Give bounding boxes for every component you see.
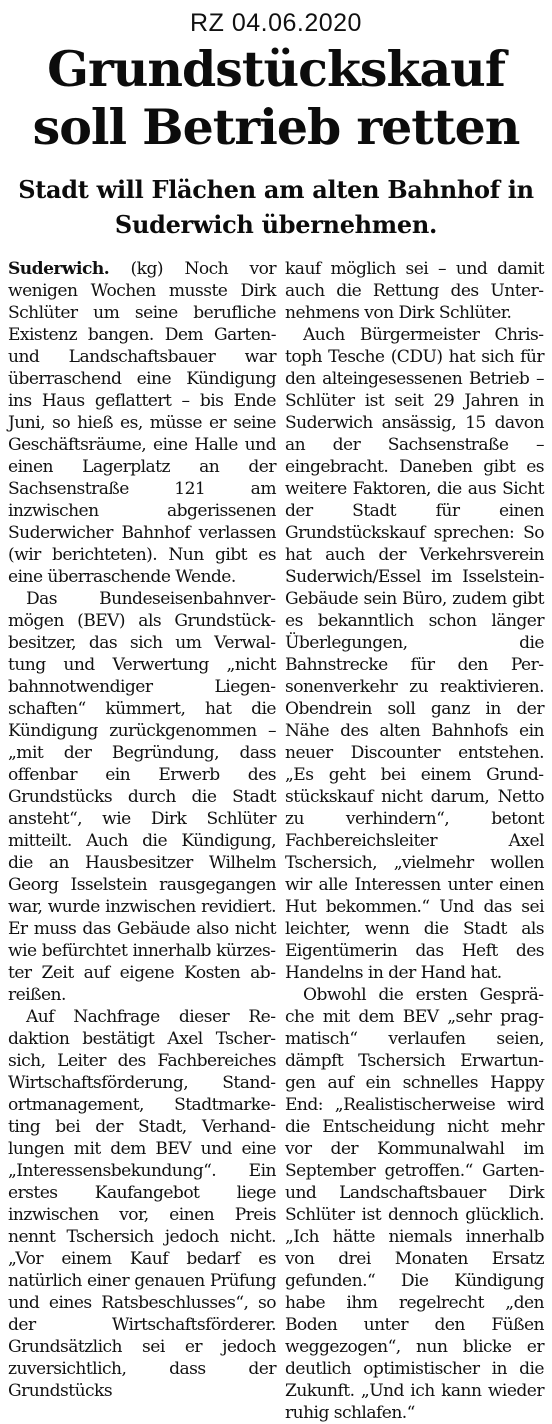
- article-paragraph: Obwohl die ersten Gespräche mit dem BEV „sehr pragmatisch“ verlaufen seien, dämpft Tschersich Erwartungen auf ein schnelles Happy End: „Realistischerweise wird die Entscheidung nicht mehr vor der Kommunalwahl im September getroffen.“ Garten- und Landschaftsbauer Dirk Schlüter ist dennoch glücklich. „Ich hätte niemals innerhalb von drei Monaten Ersatz gefunden.“ Die Kündigung habe ihm regelrecht „den Boden unter den Füßen weggezogen“, nun blicke er deutlich optimistischer in die Zukunft. „Und ich kann wieder ruhig schlafen.“: [285, 985, 544, 1423]
- article-paragraph: Das Bundeseisenbahnvermögen (BEV) als Grundstückbesitzer, das sich um Verwaltung und Verwertung „nicht bahnnotwendiger Liegenschaften“ kümmert, hat die Kündigung zurückgenommen – „mit der Begründung, dass offenbar ein Erwerb des Grundstücks durch die Stadt ansteht“, wie Dirk Schlüter mitteilt. Auch die Kündigung, die an Hausbesitzer Wilhelm Georg Isselstein rausgegangen war, wurde inzwischen revidiert. Er muss das Gebäude also nicht wie befürchtet innerhalb kürzester Zeit auf eigene Kosten abreißen.: [8, 589, 276, 1005]
- article-paragraph: Auf Nachfrage dieser Redaktion bestätigt Axel Tschersich, Leiter des Fachbereiches Wirtschaftsförderung, Standortmanagement, Stadtmarketing bei der Stadt, Verhandlungen mit dem BEV und eine „Interessensbekundung“. Ein erstes Kaufangebot liege inzwischen vor, einen Preis nennt Tschersich jedoch nicht. „Vor einem Kauf bedarf es natürlich einer genauen Prüfung und eines Ratsbeschlusses“, so der Wirtschaftsförderer. Grundsätzlich sei er jedoch zuversichtlich, dass der Grundstücks: [8, 1007, 276, 1401]
- paragraph-text: (kg) Noch vor wenigen Wochen musste Dirk Schlüter um seine berufliche Existenz bangen. Dem Garten- und Landschaftsbauer war überraschend eine Kündigung ins Haus geflattert – bis Ende Juni, so hieß es, müsse er seine Geschäftsräume, eine Halle und einen Lagerplatz an der Sachsenstraße 121 am inzwischen abgerissenen Suderwicher Bahnhof verlassen (wir berichteten). Nun gibt es eine überraschende Wende.: [8, 259, 276, 587]
- headline: Grundstückskauf soll Betrieb retten: [32, 40, 520, 156]
- article-column-right: [285, 258, 544, 1424]
- source-date-line: RZ 04.06.2020: [190, 9, 362, 37]
- article-paragraph: kauf möglich sei – und damit auch die Rettung des Unternehmens von Dirk Schlüter.: [285, 259, 544, 323]
- article-paragraph: Auch Bürgermeister Christoph Tesche (CDU) hat sich für den alteingesessenen Betrieb – Schlüter ist seit 29 Jahren in Suderwich ansässig, 15 davon an der Sachsenstraße – eingebracht. Daneben gibt es weitere Faktoren, die aus Sicht der Stadt für einen Grundstückskauf sprechen: So hat auch der Verkehrsverein Suderwich/Essel im Isselstein-Gebäude sein Büro, zudem gibt es bekanntlich schon länger Überlegungen, die Bahnstrecke für den Personenverkehr zu reaktivieren. Obendrein soll ganz in der Nähe des alten Bahnhofs ein neuer Discounter entstehen. „Es geht bei einem Grundstückskauf nicht darum, Netto zu verhindern“, betont Fachbereichsleiter Axel Tschersich, „vielmehr wollen wir alle Interessen unter einen Hut bekommen.“ Und das sei leichter, wenn die Stadt als Eigentümerin das Heft des Handelns in der Hand hat.: [285, 325, 544, 983]
- subheadline: Stadt will Flächen am alten Bahnhof in Suderwich übernehmen.: [18, 175, 534, 239]
- article-column-left: [8, 258, 276, 1402]
- dateline: Suderwich.: [8, 259, 110, 279]
- article-paragraph: [8, 258, 276, 588]
